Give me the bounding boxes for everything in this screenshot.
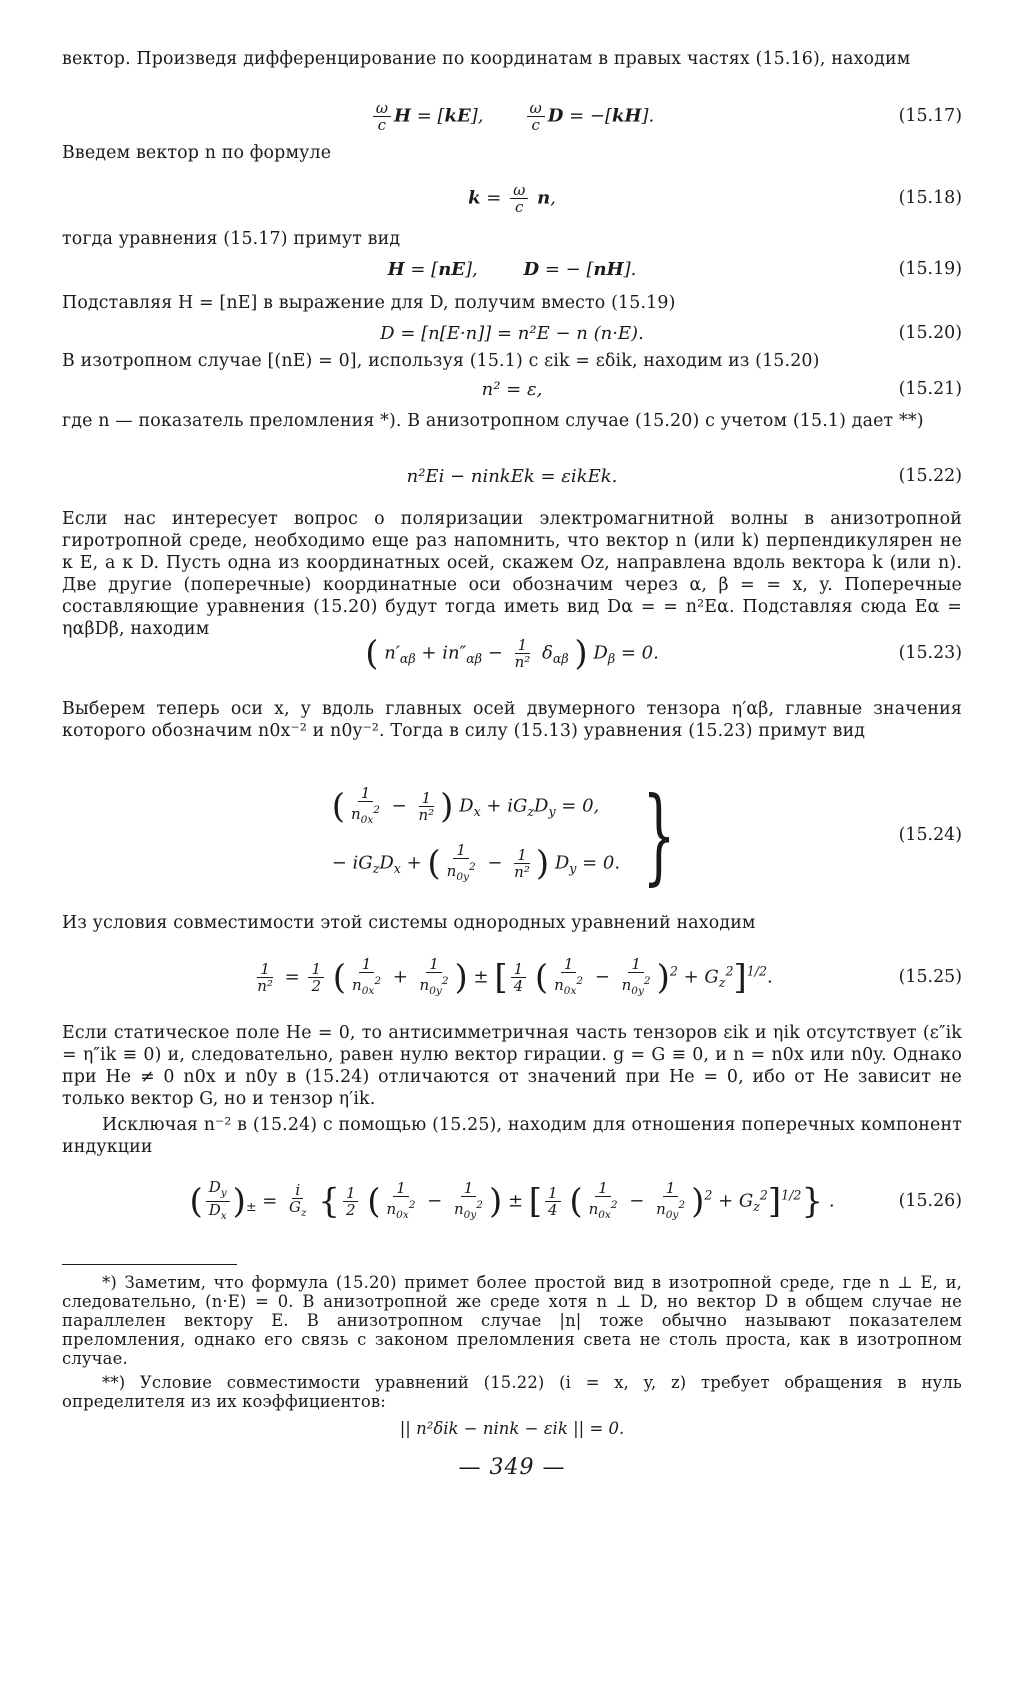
equation-number: (15.18)	[898, 188, 962, 208]
paragraph-9: Из условия совместимости этой системы однородных уравнений находим	[62, 913, 756, 933]
equation-number: (15.25)	[898, 967, 962, 987]
paragraph-5: В изотропном случае [(nE) = 0], используя (15.1) с εik = εδik, находим из (15.20)	[62, 351, 820, 371]
equation-number: (15.21)	[898, 379, 962, 399]
page	[62, 48, 962, 1480]
equation-number: (15.19)	[898, 259, 962, 279]
equation-15-17: $\frac{\omega}{c}$ H = [kE], $\frac{\omega}{c}$ D = −[kH]. (15.17)	[62, 92, 962, 140]
footnote-1: *) Заметим, что формула (15.20) примет более простой вид в изотропной среде, где n ⊥ E, и, следовательно, (n·E) = 0. В анизотропной же среде хотя n ⊥ D, но вектор D в общем случае не параллелен вектору E. В анизотропном случае |n| тоже обычно называют показателем преломления, однако его связь с законом преломления света не столь проста, как в изотропном случае.	[62, 1273, 962, 1368]
equation-number: (15.23)	[898, 643, 962, 663]
paragraph-11: Исключая n⁻² в (15.24) с помощью (15.25), находим для отношения поперечных компонент индукции	[62, 1115, 962, 1157]
equation-body: n²Ei − ninkEk = εikEk.	[406, 465, 618, 487]
paragraph-7: Если нас интересует вопрос о поляризации электромагнитной волны в анизотропной гиротропной среде, необходимо еще раз напомнить, что вектор n (или k) перпендикулярен не к E, а к D. Пусть одна из координатных осей, скажем Oz, направлена вдоль вектора k (или n). Две другие (поперечные) координатные оси обозначим через α, β = = x, y. Поперечные составляющие уравнения (15.20) будут тогда иметь вид Dα = = n²Eα. Подставляя сюда Eα = ηαβDβ, находим	[62, 509, 962, 639]
equation-15-26: ( $\frac{D_y}{D_x}$ )$_\pm$ = $\frac{i}{G_z}$ { $\frac{1}{2}$ ( $\frac{1}{n_{0x}^2}$ − $\frac{1}{n_{0y}^2}$ ) ± [ $\frac{1}{4}$ ( $\frac{1}{n_{0x}^2}$ − $\frac{1}{n_{0y}^2}$ )$^2 + G_z^2]^{1/2}$} . (15.26)	[189, 1177, 962, 1222]
footnote-rule	[62, 1264, 237, 1265]
paragraph-6: где n — показатель преломления *). В анизотропном случае (15.20) с учетом (15.1) дает **)	[62, 411, 924, 431]
equation-number: (15.20)	[898, 323, 962, 343]
paragraph-10: Если статическое поле He = 0, то антисимметричная часть тензоров εik и ηik отсутствует (ε″ik = η″ik ≡ 0) и, следовательно, равен нулю вектор гирации. g = G ≡ 0, и n = n0x или n0y. Однако при He ≠ 0 n0x и n0y в (15.24) отличаются от значений при He = 0, ибо от He зависит не только вектор G, но и тензор η′ik.	[62, 1023, 962, 1109]
equation-15-23: ( $n'_{\alpha\beta} + in''_{\alpha\beta}$ − $\frac{1}{\text{n²}}$ $\delta_{\alpha\beta}$ ) $D_\beta = 0$. (15.23)	[365, 633, 962, 673]
paragraph-1: вектор. Произведя дифференцирование по координатам в правых частях (15.16), находим	[62, 49, 911, 69]
equation-number: (15.24)	[898, 825, 962, 845]
equation-15-24: ( $\frac{1}{n_{0x}^2}$ − $\frac{1}{\text{n²}}$ ) $D_x + iG_zD_y = 0$, − $iG_zD_x$ + ( $\frac{1}{n_{0y}^2}$ − $\frac{1}{\text{n²}}$ ) $D_y = 0$. } (15.24)	[331, 774, 962, 896]
equation-15-20	[62, 316, 962, 350]
equation-number: (15.26)	[898, 1191, 962, 1211]
paragraph-4: Подставляя H = [nE] в выражение для D, получим вместо (15.19)	[62, 293, 676, 313]
equation-number: (15.17)	[898, 106, 962, 126]
equation-body: || n²δik − nink − εik || = 0.	[399, 1418, 625, 1438]
equation-body: D = [n[E·n]] = n²E − n (n·E).	[380, 322, 644, 344]
equation-number: (15.22)	[898, 466, 962, 486]
determinant-equation	[62, 1413, 962, 1443]
paragraph-8: Выберем теперь оси x, y вдоль главных осей двумерного тензора η′αβ, главные значения которого обозначим n0x⁻² и n0y⁻². Тогда в силу (15.13) уравнения (15.23) примут вид	[62, 699, 962, 741]
equation-15-21	[62, 374, 962, 404]
paragraph-3: тогда уравнения (15.17) примут вид	[62, 229, 401, 249]
page-number: — 349 —	[458, 1455, 566, 1480]
equation-15-25: $\frac{1}{\text{n²}}$ = $\frac{1}{2}$ ( $\frac{1}{n_{0x}^2}$ + $\frac{1}{n_{0y}^2}$ ) ± [ $\frac{1}{4}$ ( $\frac{1}{n_{0x}^2}$ − $\frac{1}{n_{0y}^2}$ )$^2 + G_z^2]^{1/2}$. (15.25)	[257, 954, 962, 997]
equation-15-18: k = $\frac{\omega}{c}$ n, (15.18)	[468, 180, 962, 216]
footnote-2: **) Условие совместимости уравнений (15.22) (i = x, y, z) требует обращения в нуль определителя из их коэффициентов:	[62, 1373, 962, 1411]
paragraph-2: Введем вектор n по формуле	[62, 143, 332, 163]
equation-15-22	[62, 454, 962, 498]
right-brace: }	[642, 774, 676, 896]
equation-body: n² = ε,	[481, 378, 543, 400]
equation-15-19: H = [nE], D = − [nH]. (15.19)	[387, 258, 962, 280]
